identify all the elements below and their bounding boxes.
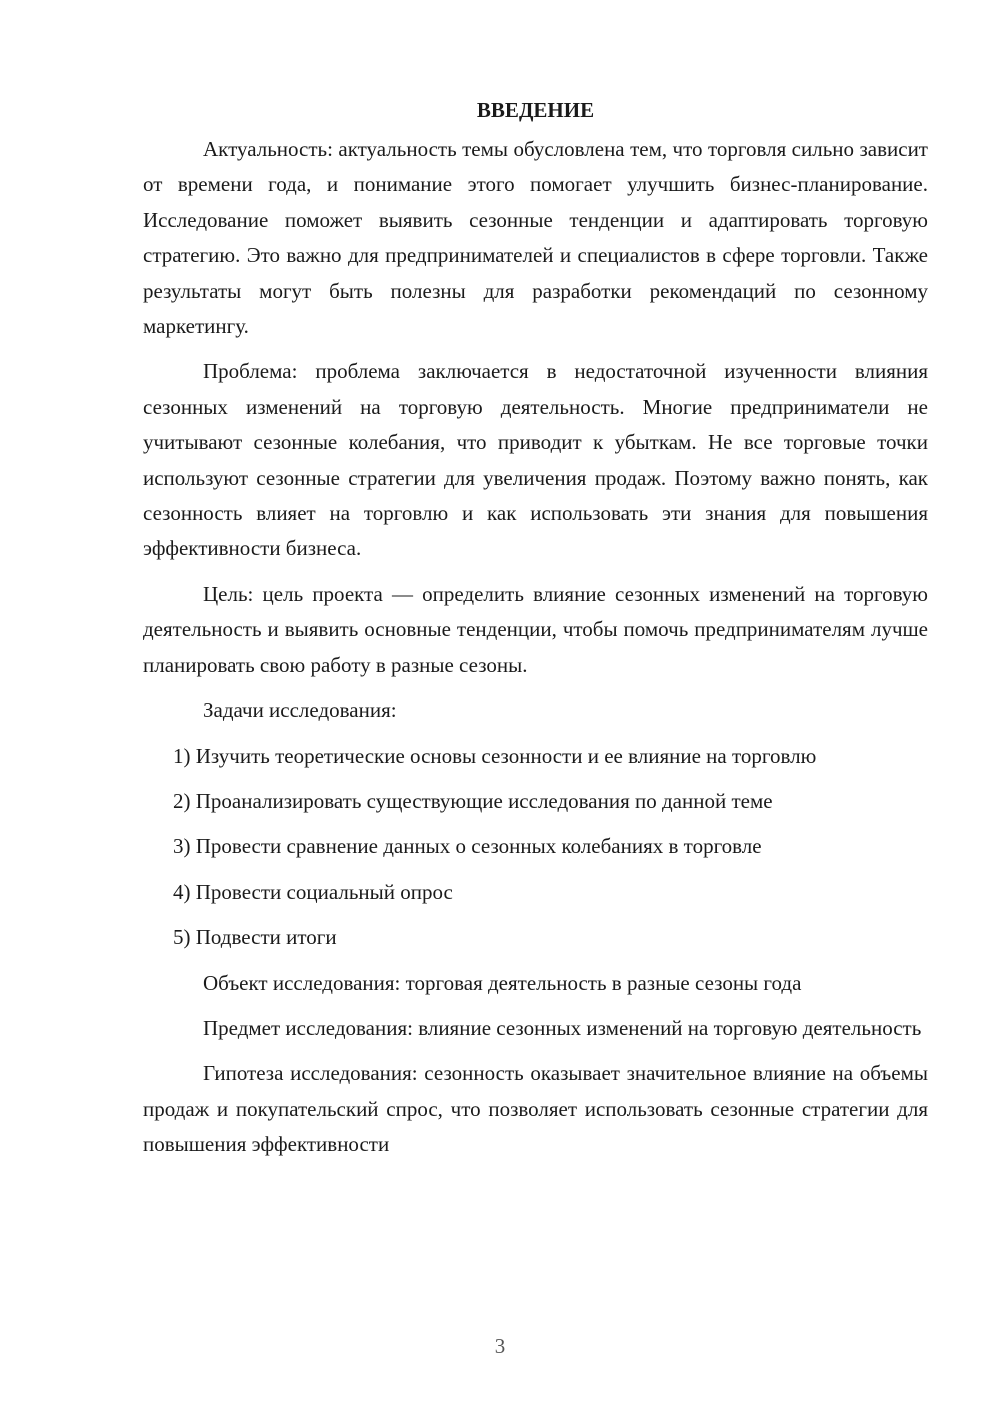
task-item: 2) Проанализировать существующие исследования по данной теме bbox=[173, 788, 773, 813]
task-item: 4) Провести социальный опрос bbox=[173, 879, 453, 904]
section-heading: ВВЕДЕНИЕ bbox=[476, 98, 595, 122]
subject-paragraph: Предмет исследования: влияние сезонных изменений на торговую деятельность bbox=[203, 1015, 922, 1040]
document-page bbox=[143, 92, 928, 1173]
goal-paragraph: Цель: цель проекта — определить влияние сезонных изменений на торговую деятельность и выявить основные тенденции, чтобы помочь предпринимателям лучше планировать свою работу в разные сезоны. bbox=[143, 581, 928, 677]
task-item: 3) Провести сравнение данных о сезонных колебаниях в торговле bbox=[173, 834, 762, 859]
page-number: 3 bbox=[494, 1334, 506, 1358]
hypothesis-paragraph: Гипотеза исследования: сезонность оказывает значительное влияние на объемы продаж и покупательский спрос, что позволяет использовать сезонные стратегии для повышения эффективности bbox=[143, 1061, 928, 1157]
relevance-paragraph: Актуальность: актуальность темы обусловлена тем, что торговля сильно зависит от времени года, и понимание этого помогает улучшить бизнес-планирование. Исследование поможет выявить сезонные тенденции и адаптировать торговую стратегию. Это важно для предпринимателей и специалистов в сфере торговли. Также результаты могут быть полезны для разработки рекомендаций по сезонному маркетингу. bbox=[143, 137, 928, 339]
problem-paragraph: Проблема: проблема заключается в недостаточной изученности влияния сезонных изменений на торговую деятельность. Многие предприниматели не учитывают сезонные колебания, что приводит к убыткам. Не все торговые точки используют сезонные стратегии для увеличения продаж. Поэтому важно понять, как сезонность влияет на торговлю и как использовать эти знания для повышения эффективности бизнеса. bbox=[143, 359, 928, 561]
tasks-label: Задачи исследования: bbox=[203, 698, 397, 723]
object-paragraph: Объект исследования: торговая деятельность в разные сезоны года bbox=[203, 970, 802, 995]
task-item: 1) Изучить теоретические основы сезонности и ее влияние на торговлю bbox=[173, 743, 817, 768]
task-item: 5) Подвести итоги bbox=[173, 925, 337, 950]
